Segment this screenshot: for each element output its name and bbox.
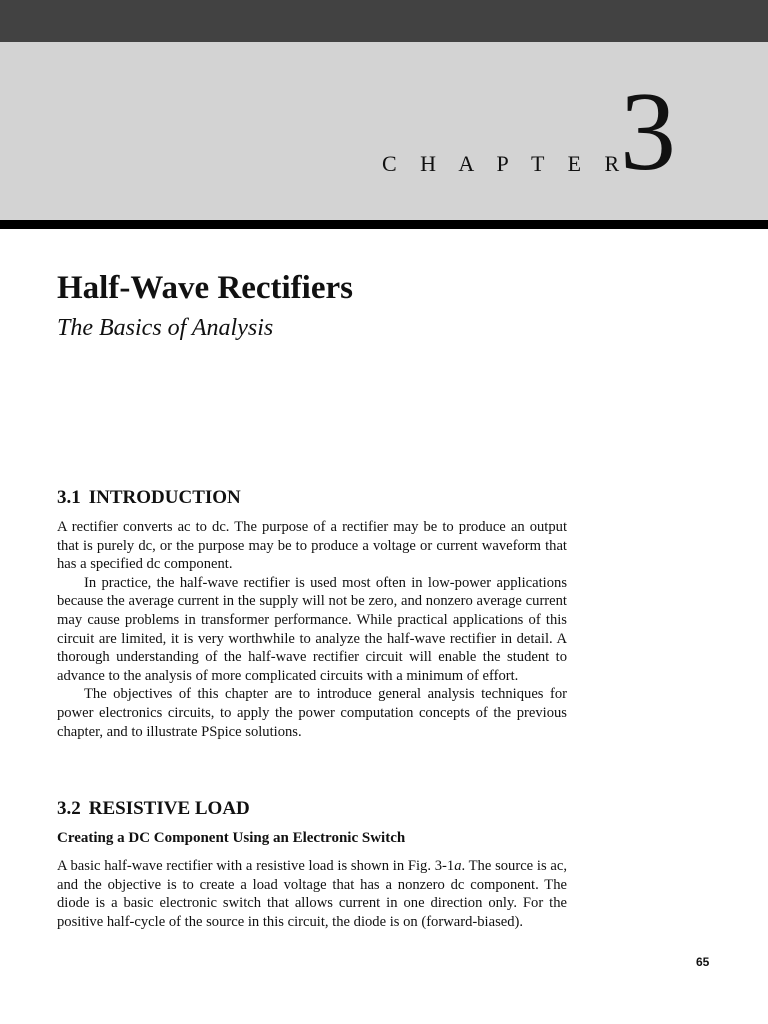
- section-heading-introduction: [57, 486, 241, 510]
- section-number: 3.2: [57, 798, 81, 819]
- section-number: 3.1: [57, 487, 81, 508]
- paragraph: A basic half-wave rectifier with a resistive load is shown in Fig. 3-1a. The source is ac, and the objective is to create a load voltage that has a nonzero dc component. The diode is a basic electronic switch that allows current in one direction only. For the positive half-cycle of the source in this circuit, the diode is on (forward-biased).: [57, 858, 568, 930]
- chapter-label: C H A P T E R: [382, 151, 629, 176]
- page-number: 65: [696, 955, 710, 969]
- section-title: RESISTIVE LOAD: [88, 798, 250, 819]
- introduction-body: [57, 518, 567, 741]
- subsection-heading: Creating a DC Component Using an Electronic Switch: [57, 830, 406, 846]
- header-rule: [0, 220, 768, 229]
- chapter-subtitle: The Basics of Analysis: [57, 315, 274, 341]
- section-title: INTRODUCTION: [88, 487, 241, 508]
- paragraph: The objectives of this chapter are to introduce general analysis techniques for power electronics circuits, to apply the power computation concepts of the previous chapter, and to illustrate PSpice solutions.: [57, 686, 567, 740]
- section-heading-resistive-load: [57, 797, 250, 821]
- paragraph: A rectifier converts ac to dc. The purpose of a rectifier may be to produce an output that is purely dc, or the purpose may be to produce a voltage or current waveform that has a specified dc component.: [57, 519, 567, 573]
- chapter-number: 3: [620, 70, 676, 194]
- top-dark-bar: [0, 0, 768, 42]
- chapter-title: Half-Wave Rectifiers: [57, 270, 353, 306]
- paragraph: In practice, the half-wave rectifier is used most often in low-power applications because the average current in the supply will not be zero, and nonzero average current may cause problems in transformer performance. While practical applications of this circuit are limited, it is very worthwhile to analyze the half-wave rectifier in detail. A thorough understanding of the half-wave rectifier circuit will enable the student to advance to the analysis of more complicated circuits with a minimum of effort.: [57, 574, 567, 684]
- resistive-load-body: [57, 857, 567, 931]
